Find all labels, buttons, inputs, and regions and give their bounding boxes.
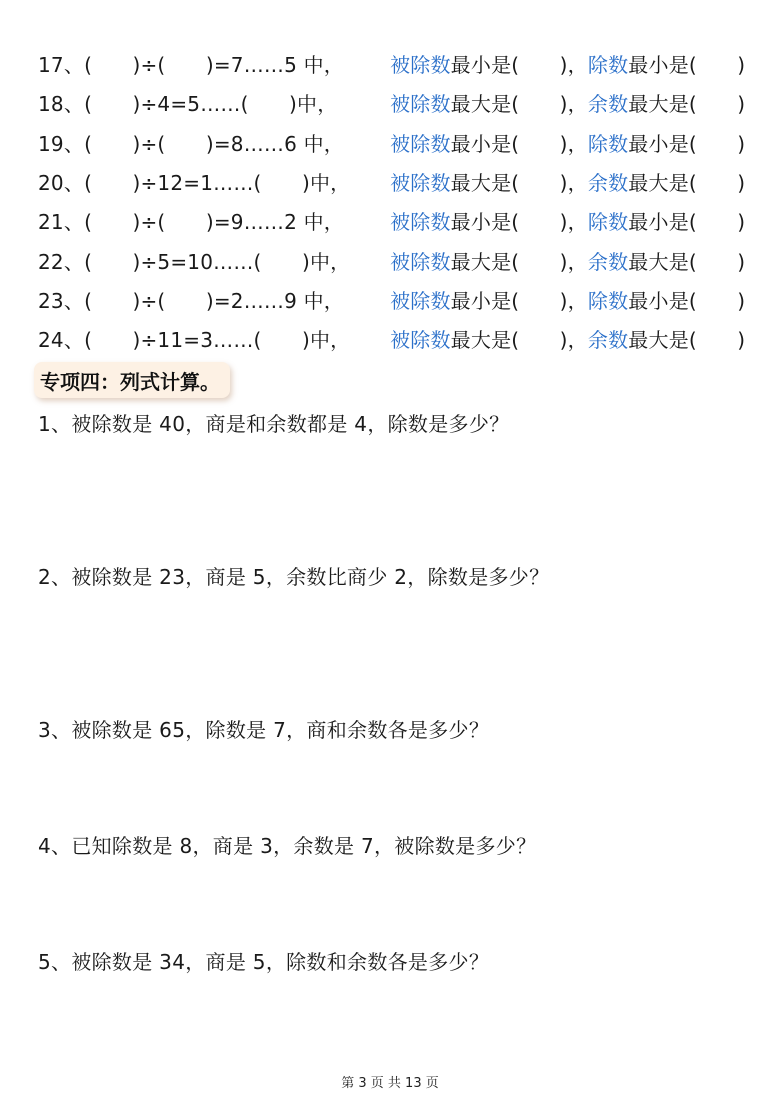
term-dividend: 被除数 [390, 249, 451, 274]
section-title: 专项四：列式计算。 [34, 362, 230, 398]
question-part-1: 最小是( )， [450, 210, 588, 235]
division-expression: ( )÷5=10……( )中， [84, 249, 351, 274]
question-part-1: 最大是( )， [450, 171, 588, 196]
term-divisor: 除数 [587, 53, 629, 78]
item-number: 23、 [38, 288, 85, 313]
division-expression: ( )÷( )=7……5 中， [84, 53, 344, 78]
fill-item-18 [38, 83, 758, 122]
item-number: 24、 [38, 328, 85, 353]
term-divisor: 除数 [587, 131, 629, 156]
question-part-2: 最大是( ) [628, 171, 746, 196]
question-part-2: 最小是( ) [628, 210, 746, 235]
term-remainder: 余数 [587, 92, 629, 117]
division-expression: ( )÷( )=8……6 中， [84, 131, 344, 156]
fill-item-23 [38, 280, 758, 319]
word-problem-5: 5、被除数是 34，商是 5，除数和余数各是多少？ [38, 950, 490, 974]
item-number: 18、 [38, 92, 85, 117]
term-dividend: 被除数 [390, 288, 451, 313]
question-part-1: 最大是( )， [450, 249, 588, 274]
question-part-2: 最小是( ) [628, 53, 746, 78]
term-remainder: 余数 [587, 249, 629, 274]
term-divisor: 除数 [587, 288, 629, 313]
term-divisor: 除数 [587, 210, 629, 235]
question-part-1: 最小是( )， [450, 288, 588, 313]
term-remainder: 余数 [587, 328, 629, 353]
question-part-2: 最大是( ) [628, 92, 746, 117]
term-dividend: 被除数 [390, 131, 451, 156]
question-part-1: 最小是( )， [450, 131, 588, 156]
fill-item-24 [38, 319, 758, 358]
question-part-2: 最小是( ) [628, 131, 746, 156]
page-footer: 第 3 页 共 13 页 [341, 1076, 439, 1091]
word-problem-3: 3、被除数是 65，除数是 7，商和余数各是多少？ [38, 718, 490, 742]
item-number: 22、 [38, 249, 85, 274]
word-problem-2: 2、被除数是 23，商是 5，余数比商少 2，除数是多少？ [38, 565, 550, 589]
item-number: 20、 [38, 171, 85, 196]
question-part-2: 最大是( ) [628, 328, 746, 353]
term-dividend: 被除数 [390, 328, 451, 353]
term-dividend: 被除数 [390, 210, 451, 235]
fill-item-17 [38, 44, 758, 83]
division-expression: ( )÷4=5……( )中， [84, 92, 338, 117]
division-expression: ( )÷12=1……( )中， [84, 171, 351, 196]
division-expression: ( )÷11=3……( )中， [84, 328, 351, 353]
term-dividend: 被除数 [390, 53, 451, 78]
question-part-2: 最大是( ) [628, 249, 746, 274]
fill-item-19 [38, 123, 758, 162]
fill-item-22 [38, 240, 758, 279]
item-number: 21、 [38, 210, 85, 235]
item-number: 19、 [38, 131, 85, 156]
fill-item-21 [38, 201, 758, 240]
division-expression: ( )÷( )=9……2 中， [84, 210, 344, 235]
question-part-2: 最小是( ) [628, 288, 746, 313]
division-expression: ( )÷( )=2……9 中， [84, 288, 344, 313]
word-problem-1: 1、被除数是 40，商是和余数都是 4，除数是多少？ [38, 412, 510, 436]
question-part-1: 最小是( )， [450, 53, 588, 78]
question-part-1: 最大是( )， [450, 92, 588, 117]
fill-item-20 [38, 162, 758, 201]
term-dividend: 被除数 [390, 171, 451, 196]
term-remainder: 余数 [587, 171, 629, 196]
word-problem-4: 4、已知除数是 8，商是 3，余数是 7，被除数是多少？ [38, 834, 537, 858]
fill-in-blank-list [38, 44, 758, 358]
item-number: 17、 [38, 53, 85, 78]
term-dividend: 被除数 [390, 92, 451, 117]
question-part-1: 最大是( )， [450, 328, 588, 353]
